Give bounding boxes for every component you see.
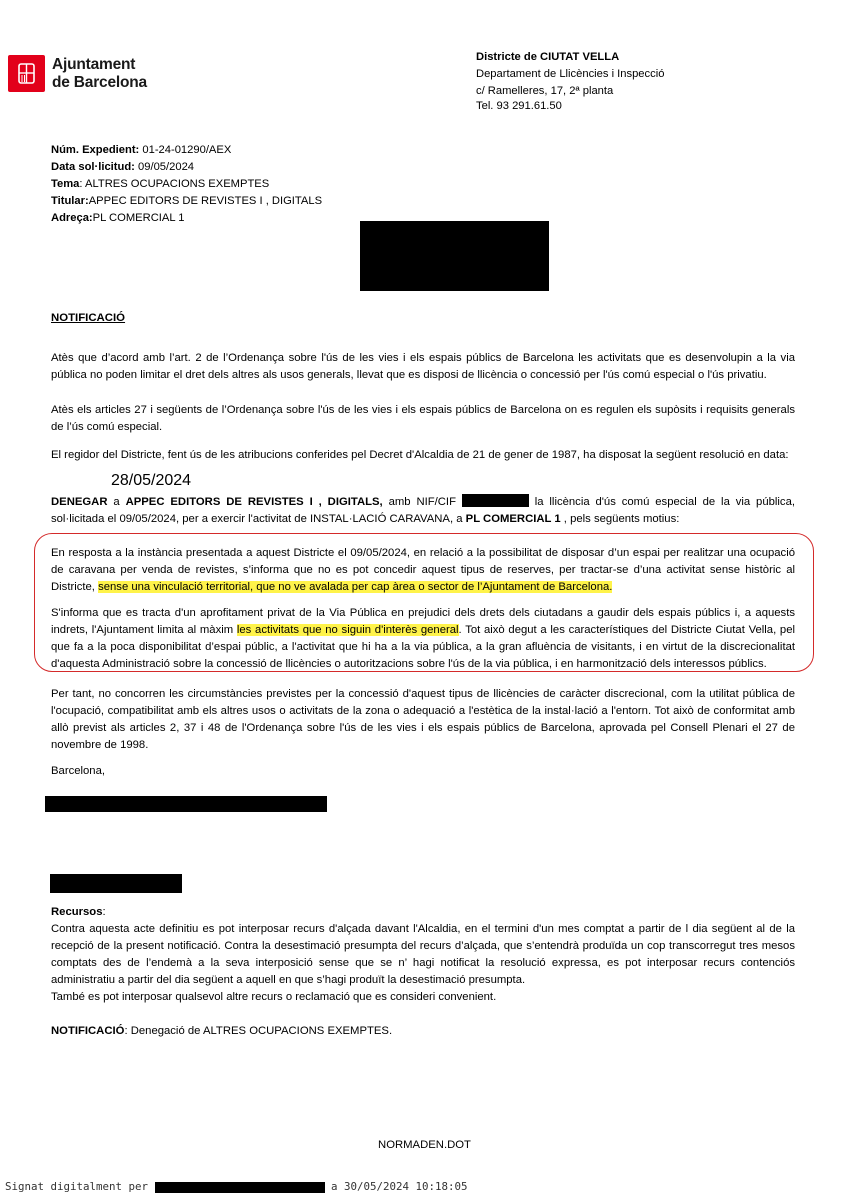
paragraph-conclusion: Per tant, no concorren les circumstàncies previstes per la concessió d'aquest tipus de llicències de caràcter discrecional, com la utilitat pública de l'ocupació, compatibilitat amb els altres usos o activitats de la zona o adequació a l'estètica de la instal·lació a l'entorn. Tot això de conformitat amb allò previst als articles 2, 37 i 48 de l'Ordenança sobre l'ús de les vies i els espais públics de Barcelona, aprovada pel Consell Plenari el 27 de novembre de 1998.: [51, 688, 795, 751]
reason-1-highlight: sense una vinculació territorial, que no ve avalada per cap àrea o sector de l’Ajuntament de Barcelona.: [98, 581, 613, 593]
resolution-text-b: amb NIF/CIF: [382, 496, 462, 508]
district-address: c/ Ramelleres, 17, 2ª planta: [476, 85, 614, 97]
reason-1-text: En resposta a la instància presentada a aquest Districte el 09/05/2024, en relació a la possibilitat de disposar d’un espai per realitzar una ocupació de caravana per venda de revistes, s’informa que no es pot concedir aquest tipus de reserves, per tractar-se d’una activitat sense històric al Districte,: [51, 547, 795, 593]
signed-suffix: a 30/05/2024 10:18:05: [324, 1180, 468, 1193]
ajuntament-wordmark: [52, 56, 147, 92]
resolution-text-a: a: [107, 496, 126, 508]
place-line: Barcelona,: [51, 765, 106, 777]
reason-2-text-a: S'informa que es tracta d'un aprofitament privat de la Via Pública en prejudici dels drets dels ciutadans a gaudir dels espais públics i, a aquests indrets, l'Ajuntament limita al màxim: [51, 607, 795, 636]
resolution-date: 28/05/2024: [111, 472, 192, 489]
final-notification: [51, 1023, 795, 1040]
expedient-label: Núm. Expedient:: [51, 144, 140, 156]
reason-paragraph-2: [51, 605, 795, 673]
ajuntament-logo: [8, 55, 147, 92]
recursos-text-2: També es pot interposar qualsevol altre recurs o reclamació que es consideri convenient.: [51, 991, 497, 1003]
signed-prefix: Signat digitalment per: [5, 1180, 155, 1193]
titular-label: Titular:: [51, 195, 89, 207]
redacted-signature-title: [50, 874, 182, 893]
adreca-line: [51, 210, 322, 227]
reason-paragraph-1: [51, 545, 795, 596]
paragraph-resolution: [51, 494, 795, 528]
final-notification-text: : Denegació de ALTRES OCUPACIONS EXEMPTES.: [124, 1025, 393, 1037]
redacted-signer: [45, 796, 327, 812]
notification-title: NOTIFICACIÓ: [51, 312, 126, 324]
reason-2-text-b: . Tot això degut a les característiques del Districte Ciutat Vella, pel que fa a la poca disponibilitat d’espai públic, a l'activitat que hi ha a la via pública, a la gran afluència de visitants, i en virtut de la discrecionalitat d'aquesta Administració sobre la concessió de llicències o autoritzacions sobre l'ús de la via pública, i en harmonització dels interessos públics.: [51, 624, 796, 670]
expedient-value: 01-24-01290/AEX: [139, 144, 232, 156]
recursos-text: Contra aquesta acte definitiu es pot interposar recurs d'alçada davant l'Alcaldia, en el termini d'un mes comptat a partir de l dia següent al de la recepció de la present notificació. Contra la desestimació presumpta del recurs d’alçada, que s’entendrà produïda un cop transcorregut tres mesos comptats des de l’endemà a la seva interposició sense que se n’ hagi notificat la resolució expressa, es pot interposar recurs contenciós administratiu a partir del dia següent a aquell en que s’hagi produït la desestimació presumpta.: [51, 923, 795, 986]
department-name: Departament de Llicències i Inspecció: [476, 68, 665, 80]
template-name: NORMADEN.DOT: [378, 1139, 471, 1151]
district-phone: Tel. 93 291.61.50: [476, 100, 562, 112]
recursos-heading: [51, 904, 795, 921]
digital-signature-line: [5, 1179, 468, 1195]
logo-line-2: de Barcelona: [52, 73, 147, 91]
logo-line-1: Ajuntament: [52, 55, 136, 73]
final-notification-label: NOTIFICACIÓ: [51, 1025, 125, 1037]
date-value: 09/05/2024: [134, 161, 195, 173]
titular-line: [51, 193, 322, 210]
district-header: [476, 49, 664, 115]
file-metadata: [51, 142, 322, 227]
resolution-text-d: , pels següents motius:: [560, 513, 680, 525]
resolution-text-c: la llicència d'ús comú especial de la via pública, sol·licitada el 09/05/2024, per a exercir l'activitat de INSTAL·LACIÓ CARAVANA, a: [51, 496, 796, 525]
date-line: [51, 159, 322, 176]
date-label: Data sol·licitud:: [51, 161, 135, 173]
tema-value: : ALTRES OCUPACIONS EXEMPTES: [79, 178, 270, 190]
redacted-recipient-block: [360, 221, 549, 291]
redacted-nif: [462, 494, 529, 507]
paragraph-1: Atès que d’acord amb l’art. 2 de l’Ordenança sobre l'ús de les vies i els espais públics de Barcelona les activitats que es desenvolupin a la via pública no poden limitar el dret dels altres als usos generals, llevat que es disposi de llicència o concessió per l'ús comú especial o l'ús privatiu.: [51, 352, 795, 381]
resolution-address: PL COMERCIAL 1: [465, 513, 561, 525]
redacted-signer-name: [155, 1182, 325, 1193]
expedient-line: [51, 142, 322, 159]
recursos-title: Recursos: [51, 906, 103, 918]
adreca-label: Adreça:: [51, 212, 93, 224]
paragraph-2: Atès els articles 27 i següents de l’Ordenança sobre l'ús de les vies i els espais públics de Barcelona on es regulen els supòsits i requisits generals de l’ús comú especial.: [51, 404, 795, 433]
applicant-name: APPEC EDITORS DE REVISTES I , DIGITALS,: [125, 496, 383, 508]
adreca-value: PL COMERCIAL 1: [92, 212, 185, 224]
titular-value: APPEC EDITORS DE REVISTES I , DIGITALS: [88, 195, 323, 207]
barcelona-emblem-icon: [8, 55, 45, 92]
district-name: Districte de CIUTAT VELLA: [476, 51, 620, 63]
recursos-colon: :: [102, 906, 106, 918]
paragraph-3: El regidor del Districte, fent ús de les atribucions conferides pel Decret d'Alcaldia de 21 de gener de 1987, ha disposat la següent resolució en data:: [51, 449, 789, 461]
reason-2-highlight: les activitats que no siguin d'interès general: [236, 624, 459, 636]
tema-label: Tema: [51, 178, 80, 190]
tema-line: [51, 176, 322, 193]
denegar-verb: DENEGAR: [51, 496, 108, 508]
